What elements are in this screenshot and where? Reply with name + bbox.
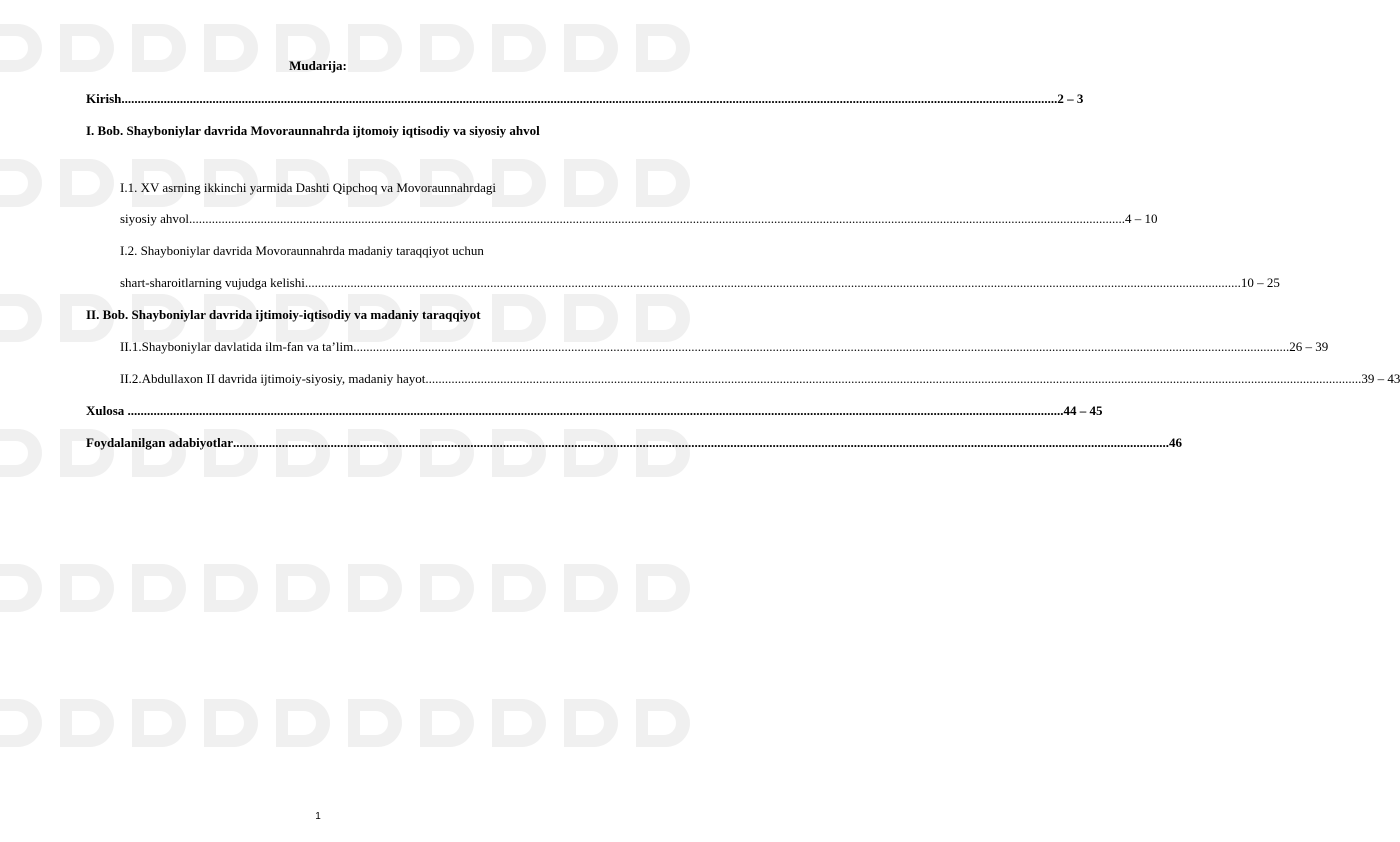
watermark-icon <box>628 155 694 217</box>
watermark-icon <box>556 560 622 622</box>
watermark-icon <box>52 155 118 217</box>
leader-dots: ................................................................................................................................................................................................................................................................................................ <box>353 339 1290 354</box>
watermark-icon <box>124 695 190 757</box>
toc-entry-section-1-2-cont[interactable] <box>120 275 1280 291</box>
watermark-icon <box>628 695 694 757</box>
watermark-icon <box>0 425 46 487</box>
watermark-icon <box>412 695 478 757</box>
toc-entry-pages: 10 – 25 <box>1240 275 1280 290</box>
watermark-icon <box>340 695 406 757</box>
leader-dots: ................................................................................................................................................................................................................................................................................................ <box>425 371 1362 386</box>
toc-entry-chapter-2[interactable]: II. Bob. Shayboniylar davrida ijtimoiy-iqtisodiy va madaniy taraqqiyot <box>86 307 481 322</box>
toc-entry-label: shart-sharoitlarning vujudga kelishi <box>120 275 305 290</box>
watermark-icon <box>412 560 478 622</box>
toc-entry-section-1-2[interactable]: I.2. Shayboniylar davrida Movoraunnahrda madaniy taraqqiyot uchun <box>120 243 484 258</box>
watermark-icon <box>52 560 118 622</box>
watermark-icon <box>268 560 334 622</box>
watermark-icon <box>268 695 334 757</box>
page-title: Mudarija: <box>289 58 347 73</box>
toc-entry-pages: 44 – 45 <box>1063 403 1103 418</box>
watermark-icon <box>0 695 46 757</box>
page-number: 1 <box>315 811 321 822</box>
watermark-icon <box>340 560 406 622</box>
toc-entry-label: II.2.Abdullaxon II davrida ijtimoiy-siyosiy, madaniy hayot <box>120 371 426 386</box>
watermark-row <box>0 695 620 765</box>
watermark-icon <box>556 695 622 757</box>
toc-entry-section-1-1-cont[interactable] <box>120 211 1158 227</box>
watermark-icon <box>52 695 118 757</box>
watermark-icon <box>0 290 46 352</box>
toc-entry-pages: 26 – 39 <box>1289 339 1329 354</box>
watermark-icon <box>484 695 550 757</box>
leader-dots: ................................................................................................................................................................................................................................................................................................ <box>233 435 1169 450</box>
leader-dots: ................................................................................................................................................................................................................................................................................................ <box>121 91 1058 106</box>
toc-entry-label: Kirish <box>86 91 122 106</box>
watermark-icon <box>196 695 262 757</box>
watermark-icon <box>0 155 46 217</box>
toc-entry-kirish[interactable] <box>86 91 1084 107</box>
toc-entry-pages: 2 – 3 <box>1057 91 1084 106</box>
watermark-icon <box>124 560 190 622</box>
toc-entry-section-2-2[interactable] <box>120 371 1400 387</box>
toc-entry-section-1-1[interactable]: I.1. XV asrning ikkinchi yarmida Dashti Qipchoq va Movoraunnahrdagi <box>120 180 496 195</box>
toc-entry-pages: 46 <box>1169 435 1182 450</box>
toc-entry-label: siyosiy ahvol <box>120 211 189 226</box>
leader-dots: ................................................................................................................................................................................................................................................................................................ <box>304 275 1241 290</box>
toc-entry-label: Foydalanilgan adabiyotlar <box>86 435 233 450</box>
toc-entry-label: Xulosa <box>86 403 128 418</box>
watermark-icon <box>484 560 550 622</box>
toc-entry-label: II.1.Shayboniylar davlatida ilm-fan va ta’lim <box>120 339 354 354</box>
toc-entry-pages: 4 – 10 <box>1124 211 1158 226</box>
toc-entry-xulosa[interactable] <box>86 403 1103 419</box>
watermark-icon <box>628 20 694 82</box>
toc-entry-adabiyotlar[interactable] <box>86 435 1182 451</box>
watermark-icon <box>628 560 694 622</box>
leader-dots: ................................................................................................................................................................................................................................................................................................ <box>188 211 1125 226</box>
watermark-icon <box>0 560 46 622</box>
toc-entry-pages: 39 – 43 <box>1361 371 1400 386</box>
watermark-row <box>0 20 620 90</box>
leader-dots: ................................................................................................................................................................................................................................................................................................ <box>127 403 1064 418</box>
watermark-icon <box>556 155 622 217</box>
watermark-icon <box>196 560 262 622</box>
toc-entry-section-2-1[interactable] <box>120 339 1329 355</box>
watermark-row <box>0 560 620 630</box>
toc-entry-chapter-1[interactable]: I. Bob. Shayboniylar davrida Movoraunnahrda ijtomoiy iqtisodiy va siyosiy ahvol <box>86 123 540 138</box>
